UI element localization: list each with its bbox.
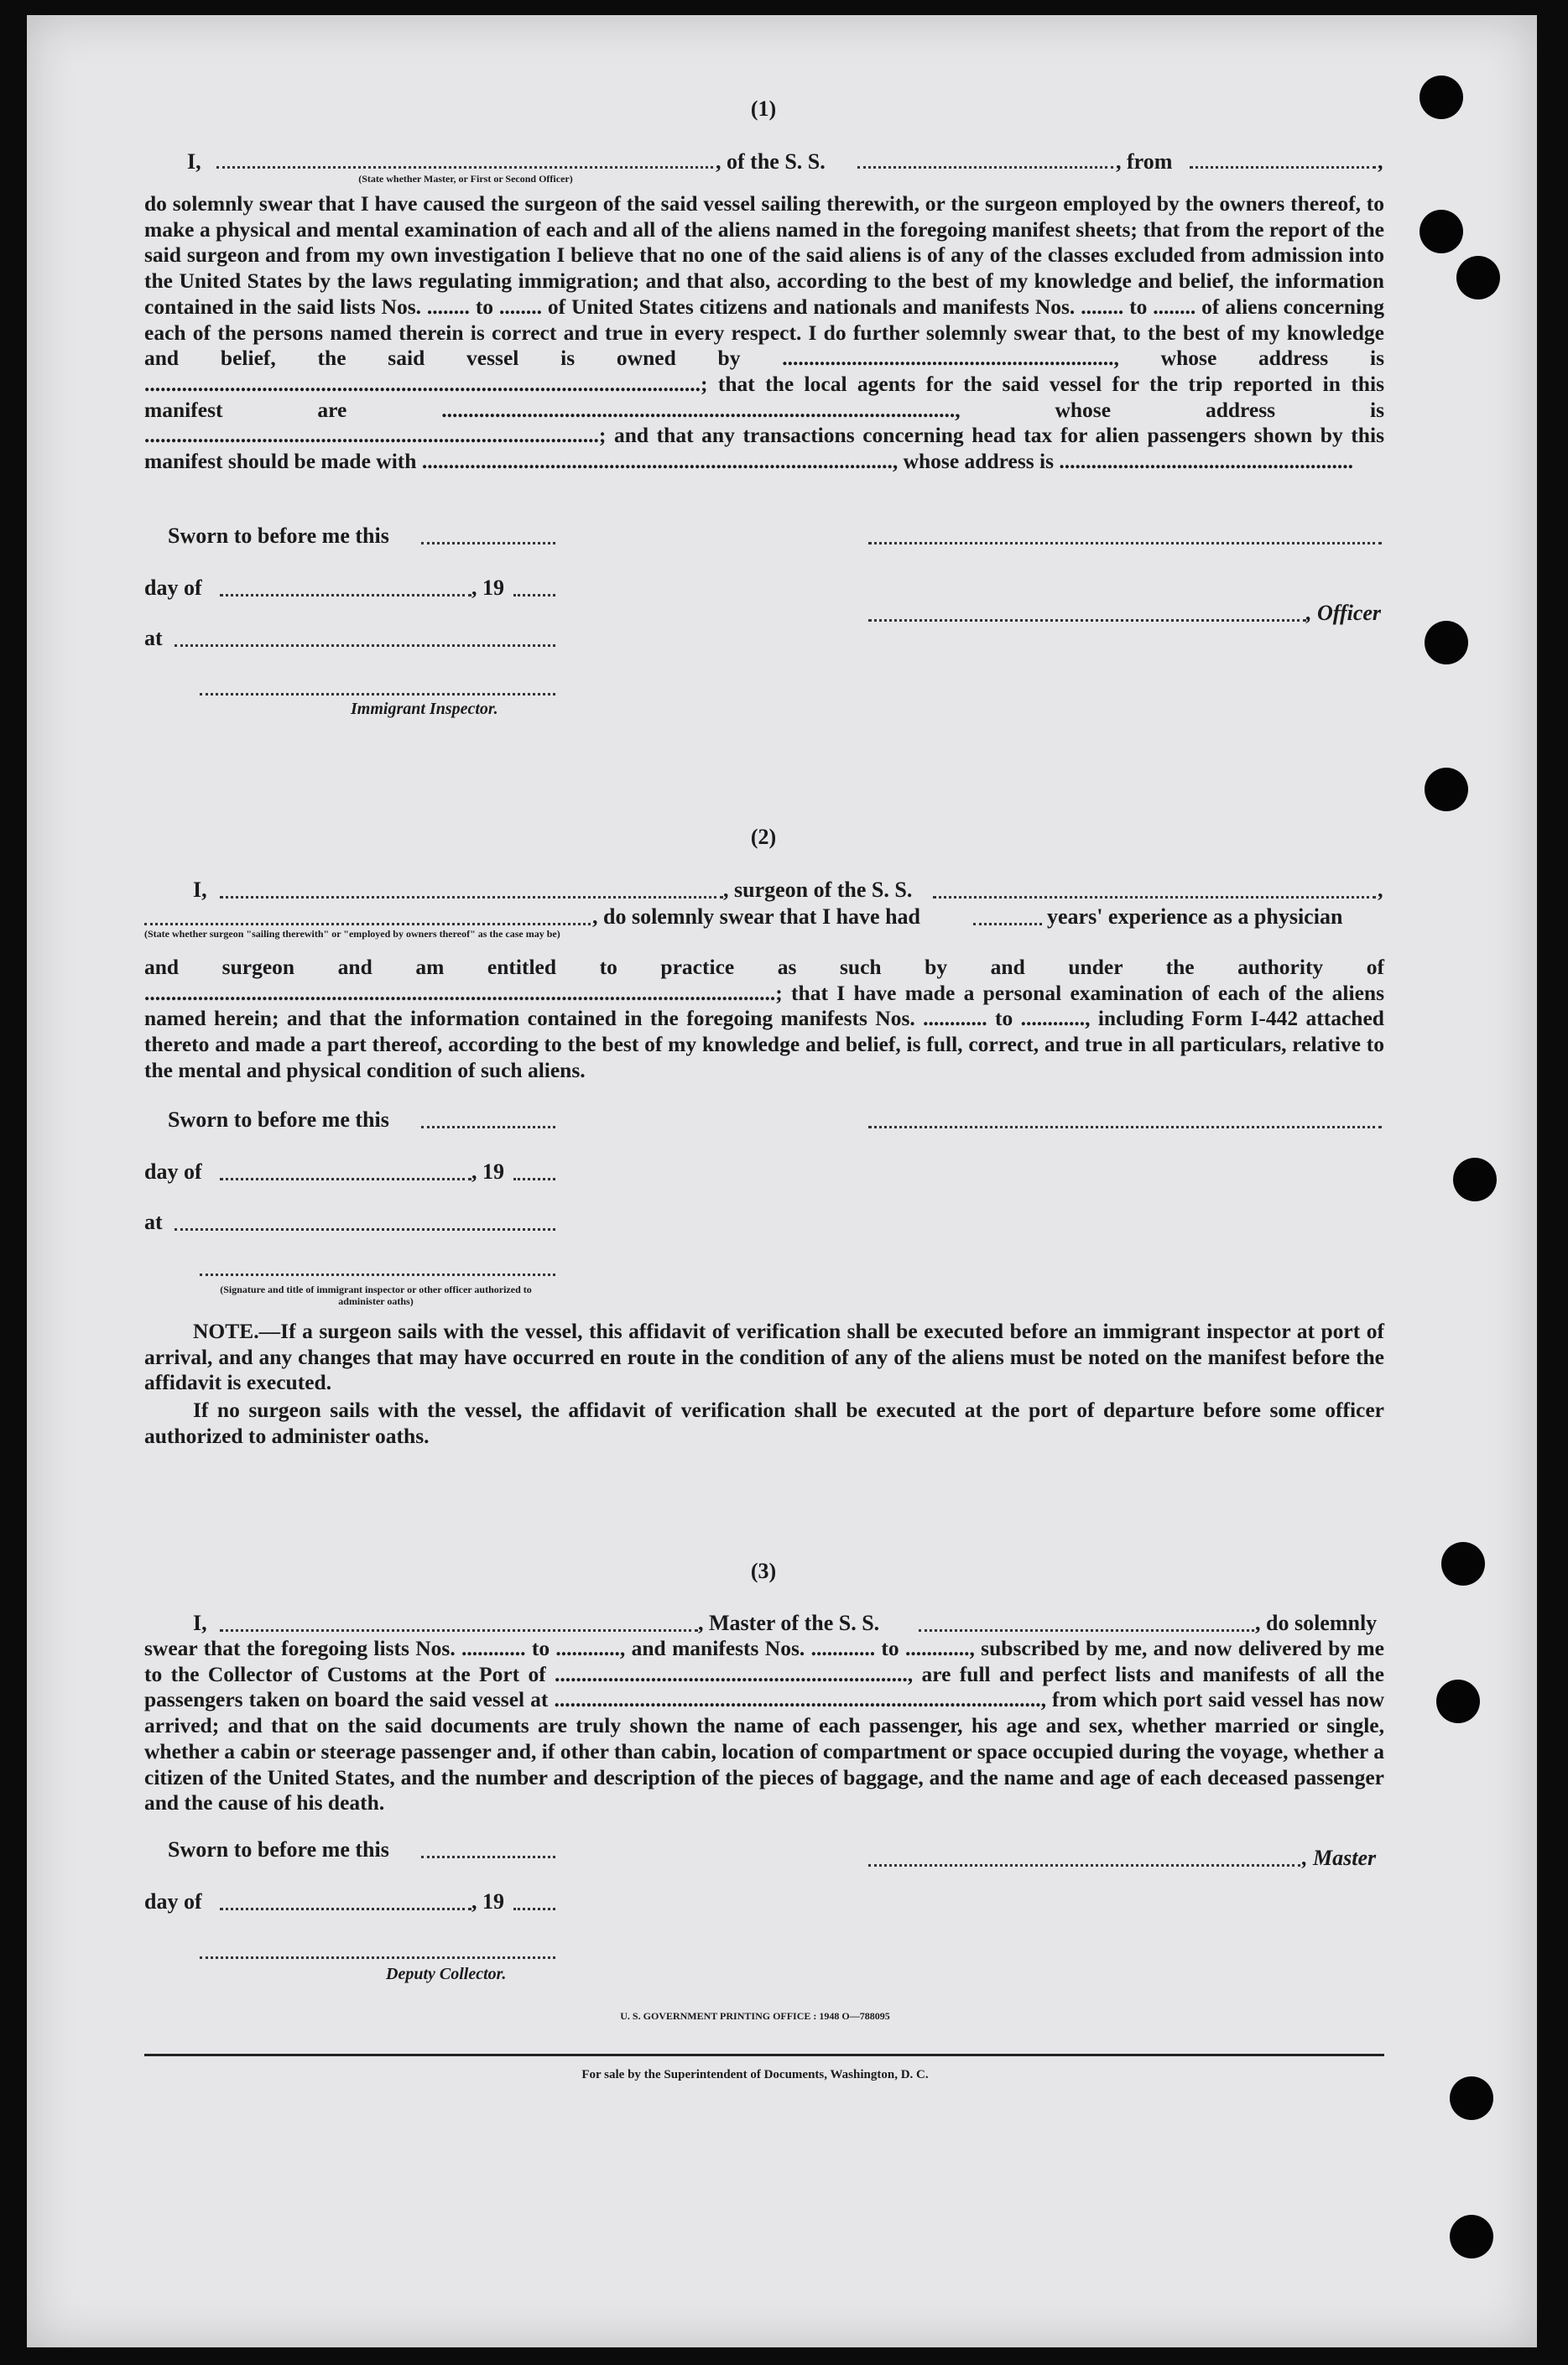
s3-master-caption: , Master xyxy=(1302,1846,1377,1870)
punch-hole xyxy=(1425,768,1468,811)
blank-vessel-name-2[interactable] xyxy=(933,896,1376,899)
blank-month-3[interactable] xyxy=(220,1908,471,1910)
s2-surgeon-note: (State whether surgeon "sailing therewith" or "employed by owners thereof" as the case may be) xyxy=(144,928,560,940)
section-1-number: (1) xyxy=(750,96,777,121)
blank-master-name[interactable] xyxy=(220,1629,698,1632)
blank-place-2[interactable] xyxy=(175,1228,555,1231)
blank-year[interactable] xyxy=(513,594,555,596)
s3-year-label: , 19 xyxy=(471,1889,504,1914)
punch-hole xyxy=(1420,210,1463,253)
s2-line1-i: I, xyxy=(193,878,207,902)
blank-place[interactable] xyxy=(175,644,555,647)
s3-affidavit-text: swear that the foregoing lists Nos. ............ to ............, and manifests Nos. ............ to ............, subscribed by me, and now delivered by me to the Collector of Customs at the Port of .................................................................., are full and perfect lists and manifests of all the passengers taken on board the said vessel at ..........................................................................................., from which port said vessel has now arrived; and that on the said documents are truly shown the name of each passenger, his age and sex, whether married or single, whether a cabin or steerage passenger and, if other than cabin, location of compartment or space occupied during the voyage, whether a citizen of the United States, and the number and description of the pieces of baggage, and the name and age of each deceased passenger and the cause of his death. xyxy=(144,1636,1384,1815)
s2-signature-line xyxy=(868,1126,1382,1128)
punch-hole xyxy=(1425,621,1468,664)
s2-year-label: , 19 xyxy=(471,1159,504,1184)
s1-line1-i: I, xyxy=(187,149,201,174)
blank-year-3[interactable] xyxy=(513,1908,555,1910)
s3-line1-end: , do solemnly xyxy=(1255,1611,1378,1635)
section-2-number: (2) xyxy=(750,825,777,849)
punch-hole xyxy=(1441,1542,1485,1586)
blank-vessel-name-3[interactable] xyxy=(919,1629,1254,1632)
s2-line1-end: , xyxy=(1378,878,1383,902)
s1-line1-end: , xyxy=(1378,149,1383,174)
s2-day-label: day of xyxy=(144,1159,202,1184)
s3-sworn-label: Sworn to before me this xyxy=(168,1837,389,1862)
blank-deputy-signature[interactable] xyxy=(200,1956,555,1959)
s1-affidavit-text: do solemnly swear that I have caused the surgeon of the said vessel sailing therewith, or the surgeon employed by the owners thereof, to make a physical and mental examination of each and all of the aliens named in the foregoing manifest sheets; that from the report of the said surgeon and from my own investigation I believe that no one of the said aliens is of any of the classes excluded from admission into the United States by the laws regulating immigration; and that also, according to the best of my knowledge and belief, the information contained in the said lists Nos. ........ to ........ of United States citizens and nationals and manifests Nos. ........ to ........ of aliens concerning each of the persons named therein is correct and true in every respect. I do further solemnly swear that, to the best of my knowledge and belief, the said vessel is owned by .............................................................., whose address is ........................................................................................................; that the local agents for the said vessel for the trip reported in this manifest are ................................................................................................, whose address is .....................................................................................; and that any transactions concerning head tax for alien passengers shown by this manifest should be made with ........................................................................................, whose address is ....................................................... xyxy=(144,191,1384,474)
blank-inspector-signature[interactable] xyxy=(200,693,555,695)
blank-surgeon-name[interactable] xyxy=(220,896,723,899)
s2-line2-swear: , do solemnly swear that I have had xyxy=(592,904,921,929)
blank-sworn-day[interactable] xyxy=(421,542,555,544)
s2-sworn-label: Sworn to before me this xyxy=(168,1107,389,1132)
blank-month-2[interactable] xyxy=(220,1178,471,1180)
blank-officer-signature[interactable] xyxy=(868,619,1306,622)
s2-note-1: NOTE.—If a surgeon sails with the vessel, this affidavit of verification shall be executed before an immigrant inspector at port of arrival, and any changes that may have occurred en route in the condition of any of the aliens must be noted on the manifest before the affidavit is executed. xyxy=(144,1319,1384,1395)
blank-sworn-day-3[interactable] xyxy=(421,1856,555,1858)
blank-sworn-day-2[interactable] xyxy=(421,1126,555,1128)
s3-deputy-caption: Deputy Collector. xyxy=(386,1965,507,1983)
s1-sworn-label: Sworn to before me this xyxy=(168,524,389,548)
blank-master-signature[interactable] xyxy=(868,1864,1300,1867)
s2-line1-ss: , surgeon of the S. S. xyxy=(723,878,913,902)
s1-day-label: day of xyxy=(144,576,202,600)
s1-line1-ss: , of the S. S. xyxy=(716,149,826,174)
s1-signature-line xyxy=(868,542,1382,544)
section-3-number: (3) xyxy=(750,1559,777,1583)
s3-day-label: day of xyxy=(144,1889,202,1914)
s1-rank-note: (State whether Master, or First or Second Officer) xyxy=(358,173,573,185)
footer-rule xyxy=(144,2054,1384,2056)
s2-signature-note: (Signature and title of immigrant inspector or other officer authorized to administer oaths) xyxy=(220,1284,532,1307)
s1-line1-from: , from xyxy=(1116,149,1173,174)
punch-hole xyxy=(1450,2076,1493,2120)
gpo-imprint: U. S. GOVERNMENT PRINTING OFFICE : 1948 O—788095 xyxy=(620,2010,890,2022)
blank-month[interactable] xyxy=(220,594,471,596)
blank-from-port[interactable] xyxy=(1190,166,1376,169)
s1-officer-caption: , Officer xyxy=(1306,601,1382,625)
blank-years-experience[interactable] xyxy=(973,923,1042,925)
s1-inspector-caption: Immigrant Inspector. xyxy=(351,700,498,718)
s2-line2-exp: years' experience as a physician xyxy=(1047,904,1343,929)
blank-inspector-signature-2[interactable] xyxy=(200,1274,555,1276)
s3-line1-ss: , Master of the S. S. xyxy=(698,1611,880,1635)
s3-line1-i: I, xyxy=(193,1611,207,1635)
punch-hole xyxy=(1456,256,1500,300)
sale-imprint: For sale by the Superintendent of Documents, Washington, D. C. xyxy=(581,2068,929,2081)
punch-hole xyxy=(1420,76,1463,119)
blank-surgeon-type[interactable] xyxy=(144,923,591,925)
s2-at-label: at xyxy=(144,1210,163,1234)
blank-officer-name[interactable] xyxy=(216,166,713,169)
s2-note-2: If no surgeon sails with the vessel, the affidavit of verification shall be executed at the port of departure before some officer authorized to administer oaths. xyxy=(144,1398,1384,1448)
s1-year-label: , 19 xyxy=(471,576,504,600)
s2-affidavit-text: and surgeon and am entitled to practice as such by and under the authority of ......................................................................................................................; that I have made a personal examination of each of the aliens named herein; and that the information contained in the foregoing manifests Nos. ............ to ............, including Form I-442 attached thereto and made a part thereof, according to the best of my knowledge and belief, is full, correct, and true in all particulars, relative to the mental and physical condition of such aliens. xyxy=(144,955,1384,1082)
blank-year-2[interactable] xyxy=(513,1178,555,1180)
punch-hole xyxy=(1436,1680,1480,1723)
blank-vessel-name[interactable] xyxy=(857,166,1113,169)
punch-hole xyxy=(1450,2215,1493,2258)
punch-hole xyxy=(1453,1158,1497,1201)
s1-at-label: at xyxy=(144,626,163,650)
